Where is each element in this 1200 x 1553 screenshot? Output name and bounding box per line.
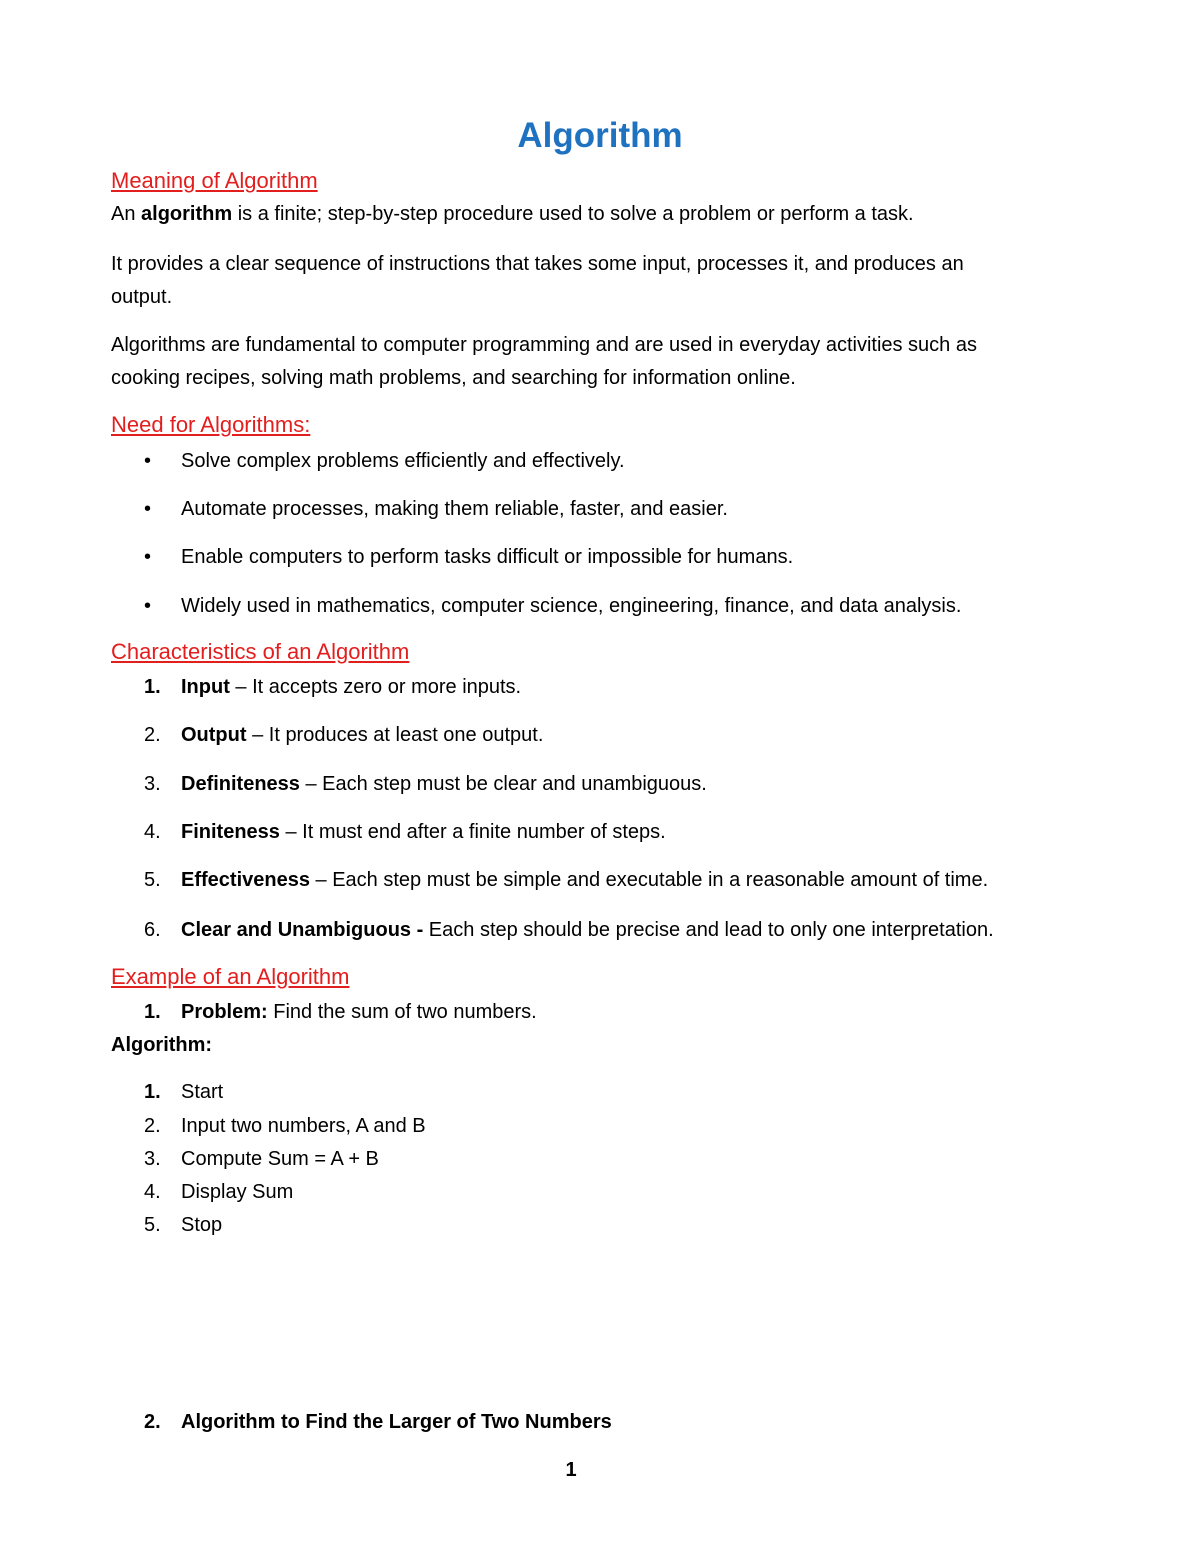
char-desc-3: – Each step must be clear and unambiguous. <box>299 773 707 795</box>
page-number: 1 <box>565 1459 577 1481</box>
meaning-paragraph-3-line-1: Algorithms are fundamental to computer programming and are used in everyday activities such as <box>111 334 977 356</box>
characteristics-heading: Characteristics of an Algorithm <box>111 639 410 664</box>
need-item-2: Automate processes, making them reliable, faster, and easier. <box>181 498 728 520</box>
step-num-5: 5. <box>144 1214 161 1236</box>
char-item-4 <box>181 818 666 846</box>
char-item-6 <box>181 916 994 944</box>
char-num-1: 1. <box>144 676 161 698</box>
need-bullet-4: • <box>144 595 152 617</box>
need-bullet-2: • <box>144 498 152 520</box>
step-text-5: Stop <box>181 1214 223 1236</box>
meaning-p1-prefix: An <box>111 203 142 225</box>
char-term-6: Clear and Unambiguous - <box>181 919 424 941</box>
char-desc-6: Each step should be precise and lead to only one interpretation. <box>423 919 994 941</box>
step-num-2: 2. <box>144 1115 161 1137</box>
char-desc-2: – It produces at least one output. <box>246 724 544 746</box>
step-text-1: Start <box>181 1081 224 1103</box>
step-text-4: Display Sum <box>181 1181 294 1203</box>
need-heading: Need for Algorithms: <box>111 412 311 437</box>
meaning-paragraph-2-line-1: It provides a clear sequence of instructions that takes some input, processes it, and produces an <box>111 253 964 275</box>
char-term-3: Definiteness <box>181 773 300 795</box>
step-num-3: 3. <box>144 1148 161 1170</box>
meaning-p1-suffix: is a finite; step-by-step procedure used to solve a problem or perform a task. <box>232 203 914 225</box>
meaning-p1-bold: algorithm <box>141 203 233 225</box>
char-item-1 <box>181 673 521 701</box>
need-item-4: Widely used in mathematics, computer science, engineering, finance, and data analysis. <box>181 595 962 617</box>
char-term-4: Finiteness <box>181 821 280 843</box>
char-desc-4: – It must end after a finite number of steps. <box>279 821 666 843</box>
char-item-3 <box>181 770 707 798</box>
example-problem-label: Problem: <box>181 1001 268 1023</box>
char-num-2: 2. <box>144 724 161 746</box>
char-num-6: 6. <box>144 919 161 941</box>
second-example-title: Algorithm to Find the Larger of Two Numbers <box>181 1411 612 1433</box>
example-problem <box>181 998 537 1026</box>
step-text-2: Input two numbers, A and B <box>181 1115 426 1137</box>
char-num-5: 5. <box>144 869 161 891</box>
char-term-1: Input <box>181 676 230 698</box>
need-item-1: Solve complex problems efficiently and effectively. <box>181 450 625 472</box>
meaning-paragraph-3-line-2: cooking recipes, solving math problems, and searching for information online. <box>111 367 796 389</box>
char-num-3: 3. <box>144 773 161 795</box>
char-term-2: Output <box>181 724 247 746</box>
step-num-4: 4. <box>144 1181 161 1203</box>
char-num-4: 4. <box>144 821 161 843</box>
example-problem-text: Find the sum of two numbers. <box>267 1001 537 1023</box>
char-item-2 <box>181 721 543 749</box>
step-num-1: 1. <box>144 1081 161 1103</box>
char-desc-1: – It accepts zero or more inputs. <box>229 676 522 698</box>
example-heading: Example of an Algorithm <box>111 964 350 989</box>
example-problem-num: 1. <box>144 1001 161 1023</box>
need-item-3: Enable computers to perform tasks difficult or impossible for humans. <box>181 546 794 568</box>
char-term-5: Effectiveness <box>181 869 310 891</box>
char-desc-5: – Each step must be simple and executable in a reasonable amount of time. <box>309 869 989 891</box>
algorithm-label: Algorithm: <box>111 1034 213 1056</box>
step-text-3: Compute Sum = A + B <box>181 1148 379 1170</box>
meaning-paragraph-2-line-2: output. <box>111 286 173 308</box>
char-item-5 <box>181 866 988 894</box>
need-bullet-1: • <box>144 450 152 472</box>
meaning-paragraph-1 <box>111 200 914 228</box>
meaning-heading: Meaning of Algorithm <box>111 168 318 193</box>
need-bullet-3: • <box>144 546 152 568</box>
second-example-num: 2. <box>144 1411 161 1433</box>
page-title: Algorithm <box>517 116 683 155</box>
